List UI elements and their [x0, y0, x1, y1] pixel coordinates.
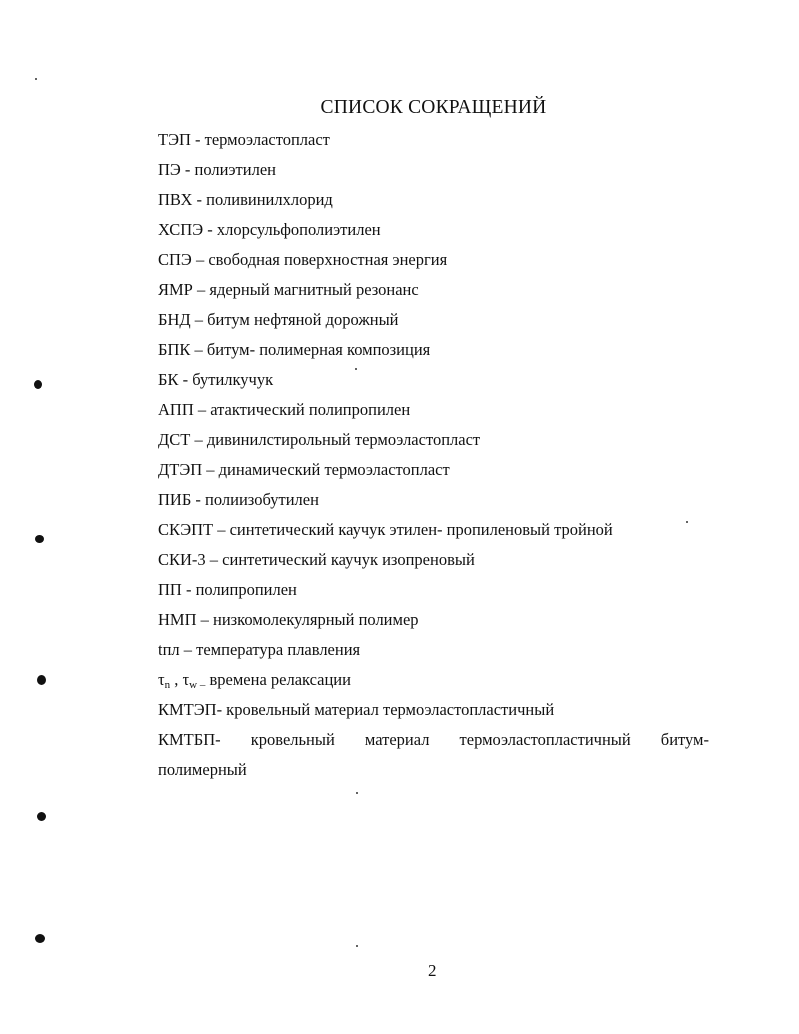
page-number: 2: [428, 961, 437, 980]
abbreviation-entry: ПИБ - полиизобутилен: [158, 490, 319, 509]
tau-symbol: τ: [158, 670, 165, 689]
abbreviation-entry: НМП – низкомолекулярный полимер: [158, 610, 419, 629]
tau-subscript-n: n: [164, 679, 171, 691]
abbreviation-entry: БНД – битум нефтяной дорожный: [158, 310, 399, 329]
abbreviation-entry: ТЭП - термоэластопласт: [158, 130, 330, 149]
tau-separator: ,: [170, 670, 183, 689]
scan-speck: [35, 934, 45, 943]
tau-symbol: τ: [182, 670, 190, 689]
abbreviation-entry: ПЭ - полиэтилен: [158, 160, 276, 179]
scan-speck: [37, 812, 46, 821]
abbreviation-entry: ПВХ - поливинилхлорид: [158, 190, 333, 209]
abbreviation-entry: ДСТ – дивинилстирольный термоэластопласт: [158, 430, 481, 449]
abbreviation-entry: СКИ-3 – синтетический каучук изопреновый: [158, 550, 475, 569]
abbreviation-entry: СПЭ – свободная поверхностная энергия: [158, 250, 448, 269]
abbreviation-entry: tпл – температура плавления: [158, 640, 361, 659]
scan-speck: [37, 675, 46, 685]
scan-dot: [686, 521, 688, 523]
abbreviation-entry: СКЭПТ – синтетический каучук этилен- пропиленовый тройной: [158, 520, 613, 539]
scan-dot: [356, 792, 358, 794]
scan-dot: [355, 368, 357, 370]
abbreviation-entry-line1: КМТБП- кровельный материал термоэластопластичный битум-: [158, 730, 709, 749]
page-title: СПИСОК СОКРАЩЕНИЙ: [320, 97, 547, 118]
tau-description: времена релаксации: [205, 670, 351, 689]
abbreviation-entry: ХСПЭ - хлорсульфополиэтилен: [158, 220, 381, 239]
tau-subscript-w: w –: [189, 679, 206, 691]
scan-dot: [356, 945, 358, 947]
abbreviation-entry-relaxation: [158, 670, 351, 690]
abbreviation-entry: ПП - полипропилен: [158, 580, 297, 599]
scan-speck: [34, 380, 42, 389]
abbreviation-entry: БК - бутилкучук: [158, 370, 274, 389]
abbreviation-entry: КМТЭП- кровельный материал термоэластопластичный: [158, 700, 555, 719]
abbreviation-entry: ЯМР – ядерный магнитный резонанс: [158, 280, 419, 299]
abbreviation-entry: БПК – битум- полимерная композиция: [158, 340, 431, 359]
scan-speck: [35, 535, 44, 543]
abbreviation-entry-line2: полимерный: [158, 760, 247, 779]
scan-dot: [35, 78, 37, 80]
abbreviation-entry: АПП – атактический полипропилен: [158, 400, 411, 419]
abbreviation-entry: ДТЭП – динамический термоэластопласт: [158, 460, 450, 479]
